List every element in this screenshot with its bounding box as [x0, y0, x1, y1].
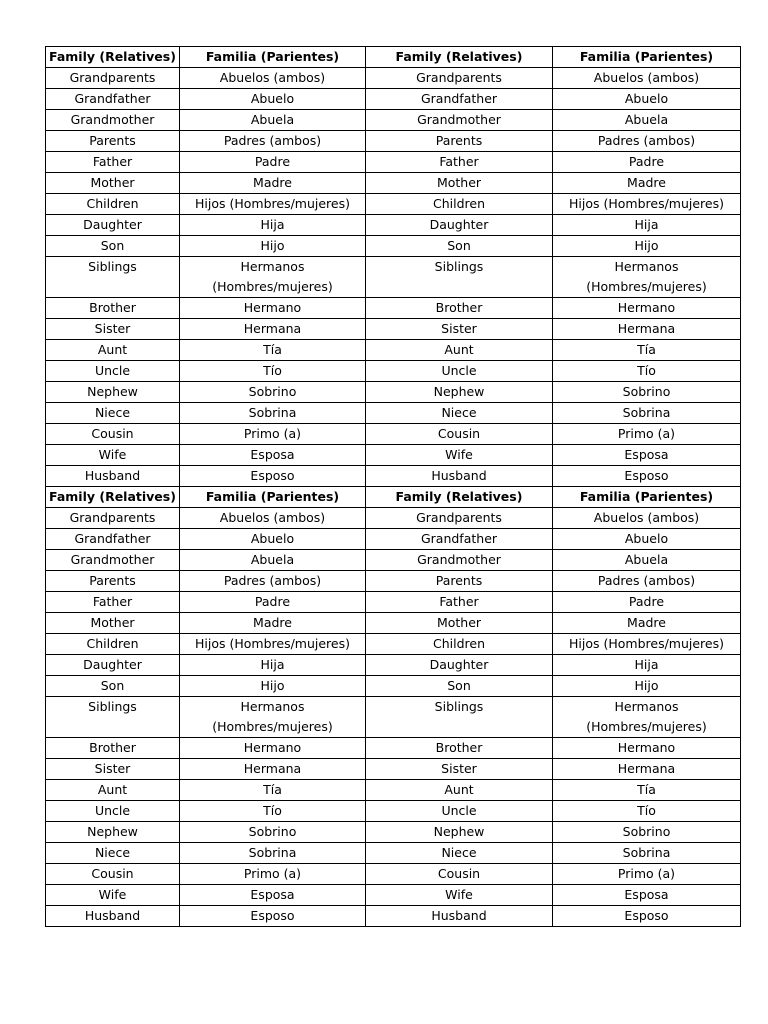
english-term-cell: Parents [366, 131, 553, 152]
english-term-cell: Aunt [46, 780, 180, 801]
english-term-cell: Sister [46, 759, 180, 780]
table-row [46, 236, 741, 257]
english-term-cell: Brother [46, 298, 180, 319]
table-row [46, 110, 741, 131]
spanish-term-cell: Esposa [180, 445, 366, 466]
spanish-term-cell: Abuelos (ambos) [180, 68, 366, 89]
table-row [46, 319, 741, 340]
table-row [46, 194, 741, 215]
english-term-cell: Nephew [366, 382, 553, 403]
english-term-cell: Wife [46, 885, 180, 906]
english-term-cell: Grandmother [46, 110, 180, 131]
english-term-cell: Children [366, 634, 553, 655]
english-term-cell: Husband [46, 466, 180, 487]
english-term-cell: Wife [366, 885, 553, 906]
english-term-cell: Aunt [366, 780, 553, 801]
table-row [46, 403, 741, 424]
spanish-term-cell: Madre [553, 613, 741, 634]
table-row [46, 257, 741, 298]
table-row [46, 885, 741, 906]
table-row [46, 215, 741, 236]
spanish-term-cell: Esposa [180, 885, 366, 906]
table-row [46, 529, 741, 550]
spanish-term-cell: Sobrina [180, 843, 366, 864]
english-term-cell: Mother [366, 613, 553, 634]
table-row [46, 173, 741, 194]
english-term-cell: Uncle [46, 361, 180, 382]
spanish-term-cell: Abuelo [180, 89, 366, 110]
spanish-term-cell: Abuela [553, 550, 741, 571]
english-term-cell: Uncle [366, 801, 553, 822]
spanish-term-cell: Sobrina [553, 843, 741, 864]
column-header: Familia (Parientes) [180, 47, 366, 68]
table-row [46, 801, 741, 822]
spanish-term-cell: Hijos (Hombres/mujeres) [180, 634, 366, 655]
english-term-cell: Son [366, 676, 553, 697]
spanish-term-cell: Padre [553, 152, 741, 173]
spanish-term-cell: Hermano [553, 298, 741, 319]
english-term-cell: Mother [46, 613, 180, 634]
spanish-term-cell: Tía [553, 780, 741, 801]
spanish-term-cell: Abuela [180, 110, 366, 131]
column-header: Family (Relatives) [366, 487, 553, 508]
column-header: Family (Relatives) [46, 487, 180, 508]
table-row [46, 152, 741, 173]
spanish-term-cell: Abuela [180, 550, 366, 571]
spanish-term-cell: Hija [553, 215, 741, 236]
table-row [46, 634, 741, 655]
english-term-cell: Niece [366, 843, 553, 864]
spanish-term-cell: Hermanos (Hombres/mujeres) [180, 257, 366, 298]
english-term-cell: Father [46, 152, 180, 173]
spanish-term-cell: Padre [553, 592, 741, 613]
spanish-term-cell: Esposa [553, 885, 741, 906]
spanish-term-cell: Abuela [553, 110, 741, 131]
spanish-term-cell: Abuelo [180, 529, 366, 550]
english-term-cell: Children [366, 194, 553, 215]
english-term-cell: Grandparents [366, 68, 553, 89]
english-term-cell: Cousin [366, 864, 553, 885]
table-row [46, 131, 741, 152]
english-term-cell: Niece [366, 403, 553, 424]
spanish-term-cell: Padre [180, 592, 366, 613]
spanish-term-cell: Sobrino [553, 822, 741, 843]
spanish-term-cell: Abuelo [553, 89, 741, 110]
table-row [46, 676, 741, 697]
header-row [46, 487, 741, 508]
english-term-cell: Siblings [46, 257, 180, 298]
spanish-term-cell: Hijo [180, 676, 366, 697]
spanish-term-cell: Abuelo [553, 529, 741, 550]
spanish-term-cell: Hermanos (Hombres/mujeres) [553, 697, 741, 738]
english-term-cell: Parents [366, 571, 553, 592]
english-term-cell: Father [46, 592, 180, 613]
table-row [46, 68, 741, 89]
spanish-term-cell: Tía [180, 340, 366, 361]
table-row [46, 613, 741, 634]
english-term-cell: Siblings [366, 257, 553, 298]
english-term-cell: Mother [46, 173, 180, 194]
english-term-cell: Grandparents [46, 508, 180, 529]
spanish-term-cell: Tía [180, 780, 366, 801]
table-row [46, 822, 741, 843]
spanish-term-cell: Abuelos (ambos) [553, 68, 741, 89]
english-term-cell: Nephew [46, 822, 180, 843]
spanish-term-cell: Hija [180, 655, 366, 676]
spanish-term-cell: Padres (ambos) [180, 571, 366, 592]
spanish-term-cell: Tío [553, 801, 741, 822]
spanish-term-cell: Hijos (Hombres/mujeres) [553, 194, 741, 215]
table-row [46, 592, 741, 613]
english-term-cell: Brother [46, 738, 180, 759]
table-row [46, 361, 741, 382]
table-row [46, 780, 741, 801]
table-row [46, 906, 741, 927]
family-vocabulary-table [45, 46, 741, 927]
english-term-cell: Aunt [366, 340, 553, 361]
spanish-term-cell: Padres (ambos) [553, 131, 741, 152]
spanish-term-cell: Hermano [180, 738, 366, 759]
english-term-cell: Son [366, 236, 553, 257]
english-term-cell: Aunt [46, 340, 180, 361]
table-row [46, 424, 741, 445]
english-term-cell: Grandparents [46, 68, 180, 89]
english-term-cell: Children [46, 194, 180, 215]
spanish-term-cell: Hija [553, 655, 741, 676]
english-term-cell: Wife [46, 445, 180, 466]
table-row [46, 738, 741, 759]
spanish-term-cell: Primo (a) [553, 424, 741, 445]
english-term-cell: Niece [46, 843, 180, 864]
english-term-cell: Father [366, 592, 553, 613]
spanish-term-cell: Hijos (Hombres/mujeres) [553, 634, 741, 655]
english-term-cell: Daughter [366, 655, 553, 676]
english-term-cell: Sister [46, 319, 180, 340]
spanish-term-cell: Hermanos (Hombres/mujeres) [180, 697, 366, 738]
english-term-cell: Niece [46, 403, 180, 424]
table-row [46, 508, 741, 529]
spanish-term-cell: Esposo [553, 466, 741, 487]
table-row [46, 864, 741, 885]
spanish-term-cell: Sobrina [180, 403, 366, 424]
spanish-term-cell: Esposo [180, 906, 366, 927]
english-term-cell: Daughter [46, 215, 180, 236]
spanish-term-cell: Tío [180, 361, 366, 382]
spanish-term-cell: Hermana [180, 759, 366, 780]
spanish-term-cell: Hijos (Hombres/mujeres) [180, 194, 366, 215]
spanish-term-cell: Hijo [553, 236, 741, 257]
spanish-term-cell: Sobrina [553, 403, 741, 424]
english-term-cell: Nephew [46, 382, 180, 403]
english-term-cell: Sister [366, 319, 553, 340]
english-term-cell: Grandfather [366, 529, 553, 550]
column-header: Familia (Parientes) [553, 47, 741, 68]
table-row [46, 571, 741, 592]
english-term-cell: Grandmother [366, 550, 553, 571]
spanish-term-cell: Tía [553, 340, 741, 361]
table-row [46, 759, 741, 780]
spanish-term-cell: Madre [553, 173, 741, 194]
english-term-cell: Children [46, 634, 180, 655]
header-row [46, 47, 741, 68]
english-term-cell: Grandfather [46, 89, 180, 110]
english-term-cell: Cousin [46, 864, 180, 885]
english-term-cell: Husband [366, 466, 553, 487]
english-term-cell: Uncle [366, 361, 553, 382]
english-term-cell: Husband [366, 906, 553, 927]
english-term-cell: Husband [46, 906, 180, 927]
spanish-term-cell: Esposa [553, 445, 741, 466]
english-term-cell: Siblings [46, 697, 180, 738]
table-row [46, 466, 741, 487]
table-row [46, 655, 741, 676]
spanish-term-cell: Hermana [553, 319, 741, 340]
english-term-cell: Uncle [46, 801, 180, 822]
spanish-term-cell: Sobrino [553, 382, 741, 403]
english-term-cell: Cousin [366, 424, 553, 445]
spanish-term-cell: Hermana [180, 319, 366, 340]
english-term-cell: Daughter [46, 655, 180, 676]
vocabulary-table-body [46, 47, 741, 927]
english-term-cell: Parents [46, 571, 180, 592]
column-header: Family (Relatives) [46, 47, 180, 68]
english-term-cell: Grandmother [46, 550, 180, 571]
table-row [46, 550, 741, 571]
spanish-term-cell: Padres (ambos) [180, 131, 366, 152]
spanish-term-cell: Tío [553, 361, 741, 382]
english-term-cell: Daughter [366, 215, 553, 236]
table-row [46, 298, 741, 319]
column-header: Familia (Parientes) [553, 487, 741, 508]
spanish-term-cell: Padre [180, 152, 366, 173]
column-header: Family (Relatives) [366, 47, 553, 68]
spanish-term-cell: Abuelos (ambos) [553, 508, 741, 529]
english-term-cell: Mother [366, 173, 553, 194]
english-term-cell: Nephew [366, 822, 553, 843]
spanish-term-cell: Hermana [553, 759, 741, 780]
english-term-cell: Parents [46, 131, 180, 152]
spanish-term-cell: Hijo [553, 676, 741, 697]
spanish-term-cell: Madre [180, 613, 366, 634]
english-term-cell: Grandfather [46, 529, 180, 550]
english-term-cell: Grandmother [366, 110, 553, 131]
spanish-term-cell: Sobrino [180, 822, 366, 843]
spanish-term-cell: Primo (a) [180, 424, 366, 445]
english-term-cell: Siblings [366, 697, 553, 738]
table-row [46, 843, 741, 864]
spanish-term-cell: Primo (a) [553, 864, 741, 885]
spanish-term-cell: Padres (ambos) [553, 571, 741, 592]
column-header: Familia (Parientes) [180, 487, 366, 508]
table-row [46, 340, 741, 361]
spanish-term-cell: Hermanos (Hombres/mujeres) [553, 257, 741, 298]
spanish-term-cell: Abuelos (ambos) [180, 508, 366, 529]
spanish-term-cell: Tío [180, 801, 366, 822]
english-term-cell: Son [46, 236, 180, 257]
spanish-term-cell: Esposo [180, 466, 366, 487]
english-term-cell: Brother [366, 738, 553, 759]
table-row [46, 89, 741, 110]
spanish-term-cell: Sobrino [180, 382, 366, 403]
english-term-cell: Father [366, 152, 553, 173]
table-row [46, 697, 741, 738]
english-term-cell: Cousin [46, 424, 180, 445]
spanish-term-cell: Hermano [180, 298, 366, 319]
english-term-cell: Son [46, 676, 180, 697]
english-term-cell: Sister [366, 759, 553, 780]
english-term-cell: Grandparents [366, 508, 553, 529]
spanish-term-cell: Hijo [180, 236, 366, 257]
spanish-term-cell: Esposo [553, 906, 741, 927]
spanish-term-cell: Primo (a) [180, 864, 366, 885]
spanish-term-cell: Madre [180, 173, 366, 194]
english-term-cell: Brother [366, 298, 553, 319]
table-row [46, 382, 741, 403]
english-term-cell: Grandfather [366, 89, 553, 110]
spanish-term-cell: Hija [180, 215, 366, 236]
english-term-cell: Wife [366, 445, 553, 466]
spanish-term-cell: Hermano [553, 738, 741, 759]
table-row [46, 445, 741, 466]
